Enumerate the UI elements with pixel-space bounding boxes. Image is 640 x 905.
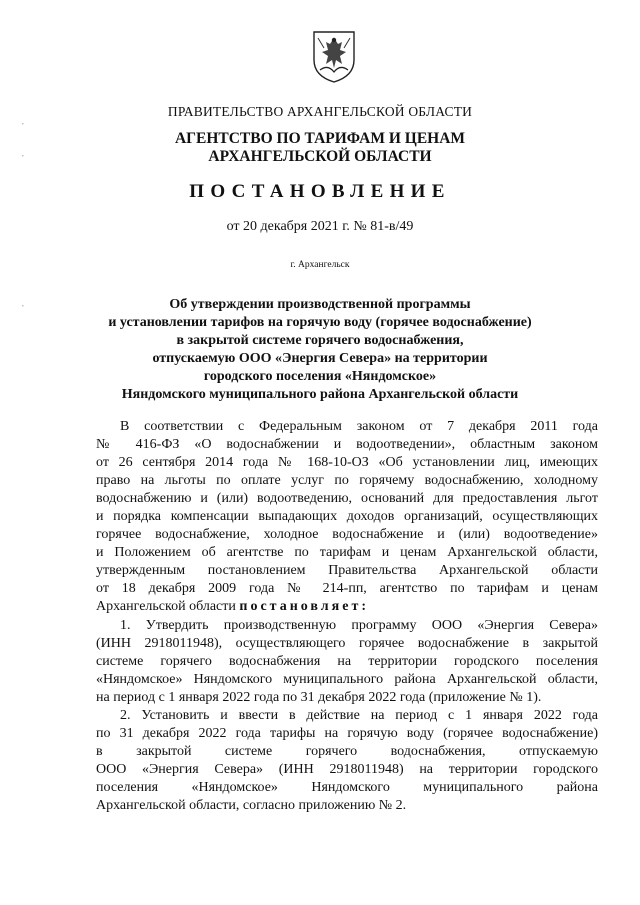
item-2-line: ООО «Энергия Севера» (ИНН 2918011948) на территории городского xyxy=(96,761,598,777)
document-title xyxy=(0,296,640,404)
agency-name-line: АРХАНГЕЛЬСКОЙ ОБЛАСТИ xyxy=(208,148,432,165)
preamble-line: от 18 декабря 2009 года № 214-пп, агентство по тарифам и ценам xyxy=(96,581,598,597)
title-line: Няндомского муниципального района Архангельской области xyxy=(121,387,519,402)
preamble-line: от 26 сентября 2014 года № 168-10-ОЗ «Об установлении лиц, имеющих xyxy=(96,455,598,471)
title-line: отпускаемую ООО «Энергия Севера» на территории xyxy=(152,351,488,366)
preamble-line: В соответствии с Федеральным законом от 7 декабря 2011 года xyxy=(120,419,598,434)
title-line: городского поселения «Няндомское» xyxy=(203,369,437,384)
preamble-line: и Положением об агентстве по тарифам и ценам Архангельской области, xyxy=(96,545,598,561)
item-2-line: 2. Установить и ввести в действие на период с 1 января 2022 года xyxy=(120,707,598,723)
item-1-line: 1. Утвердить производственную программу ООО «Энергия Севера» xyxy=(120,617,598,633)
document-body xyxy=(96,418,598,815)
preamble-line: горячее водоснабжение, холодное водоснабжение и (или) водоотведение» xyxy=(96,527,598,543)
margin-mark: , xyxy=(22,150,24,158)
document-date-number: от 20 декабря 2021 г. № 81-в/49 xyxy=(226,219,414,234)
archangel-coat-of-arms-icon xyxy=(312,30,356,84)
title-line: в закрытой системе горячего водоснабжения, xyxy=(176,333,464,348)
preamble-line: утвержденным постановлением Правительства Архангельской области xyxy=(96,563,598,579)
item-2-line: поселения «Няндомское» Няндомского муниципального района xyxy=(96,779,598,795)
item-2-line: по 31 декабря 2022 года тарифы на горячую воду (горячее водоснабжение) xyxy=(96,725,598,741)
document-type-heading: ПОСТАНОВЛЕНИЕ xyxy=(189,181,451,202)
item-2-line: Архангельской области, согласно приложению № 2. xyxy=(96,797,407,813)
margin-mark: , xyxy=(22,118,24,126)
resolves-word: постановляет: xyxy=(239,599,369,615)
item-1-line: (ИНН 2918011948), осуществляющего горячее водоснабжение в закрытой xyxy=(96,635,598,651)
preamble-paragraph xyxy=(96,418,598,617)
title-line: и установлении тарифов на горячую воду (горячее водоснабжение) xyxy=(108,315,532,330)
margin-mark: , xyxy=(22,300,24,308)
item-1-paragraph xyxy=(96,617,598,707)
preamble-line: № 416-ФЗ «О водоснабжении и водоотведении», областным законом xyxy=(96,437,598,453)
agency-name-line: АГЕНТСТВО ПО ТАРИФАМ И ЦЕНАМ xyxy=(174,130,466,147)
preamble-line: право на льготы по оплате услуг по горячему водоснабжению, холодному xyxy=(96,473,598,489)
preamble-line: водоснабжению и (или) водоотведению, оснований для предоставления льгот xyxy=(96,491,598,507)
title-line: Об утверждении производственной программы xyxy=(169,297,471,312)
agency-name xyxy=(0,130,640,166)
item-1-line: системе горячего водоснабжения на территории городского поселения xyxy=(96,653,598,669)
item-2-paragraph xyxy=(96,707,598,815)
government-name: ПРАВИТЕЛЬСТВО АРХАНГЕЛЬСКОЙ ОБЛАСТИ xyxy=(167,104,473,119)
preamble-line xyxy=(96,598,598,616)
item-1-line: на период с 1 января 2022 года по 31 декабря 2022 года (приложение № 1). xyxy=(96,689,542,705)
document-city: г. Архангельск xyxy=(290,260,350,270)
preamble-end: Архангельской области xyxy=(96,599,236,615)
preamble-line: и порядка компенсации выпадающих доходов организаций, осуществляющих xyxy=(96,509,598,525)
item-1-line: «Няндомское» Няндомского муниципального района Архангельской области, xyxy=(96,671,598,687)
item-2-line: в закрытой системе горячего водоснабжения, отпускаемую xyxy=(96,743,598,759)
